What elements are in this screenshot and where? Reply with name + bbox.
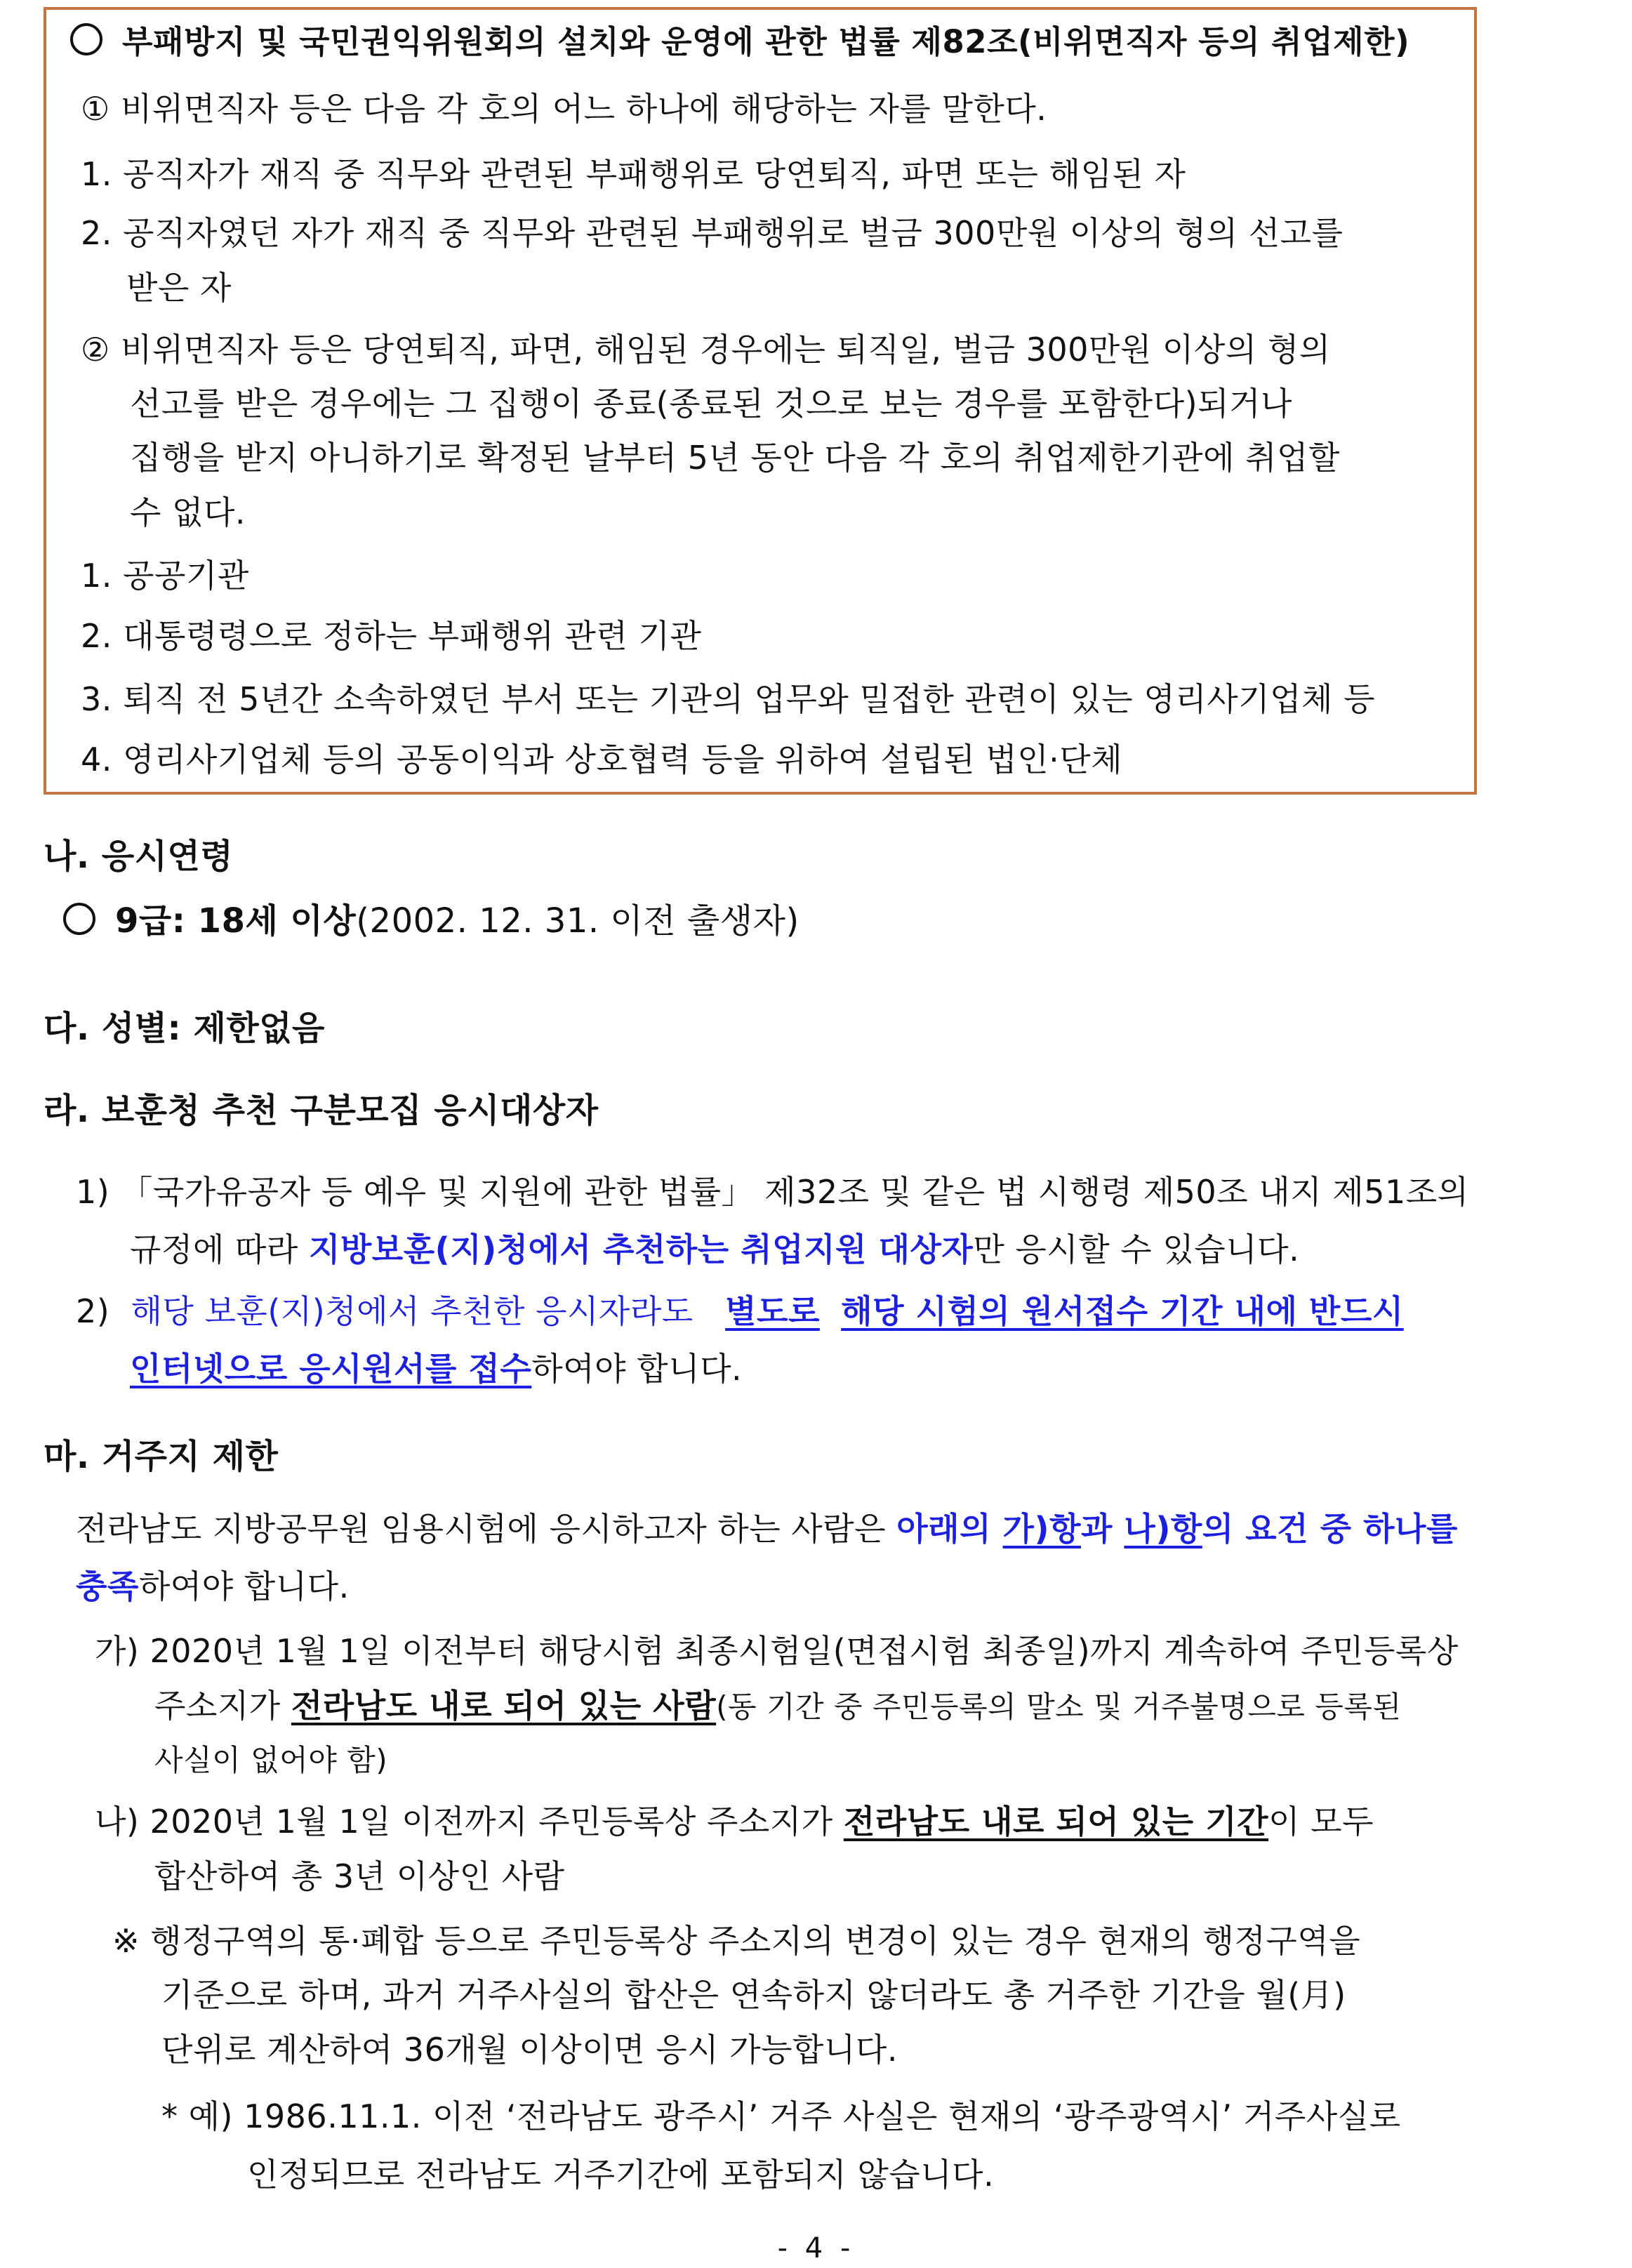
residence-na-line-2: 합산하여 총 3년 이상인 사람 [154,1857,565,1895]
application-period-emphasis: 해당 시험의 원서접수 기간 내에 반드시 [841,1292,1404,1330]
veterans-item-1-line-2: 규정에 따라 지방보훈(지)청에서 추천하는 취업지원 대상자만 응시할 수 있습니다. [130,1231,1300,1268]
law-para-1: ① 비위면직자 등은 다음 각 호의 어느 하나에 해당하는 자를 말한다. [81,90,1047,128]
residence-ga-line-2: 주소지가 전라남도 내로 되어 있는 사람(동 기간 중 주민등록의 말소 및 거주불명으로 등록된 [154,1687,1402,1725]
law-box-title [70,21,1409,63]
law-box-title-text: 부패방지 및 국민권익위원회의 설치와 운영에 관한 법률 제82조(비위면직자 등의 취업제한) [122,23,1410,60]
hollow-circle-bullet-icon [70,23,102,55]
residence-ga-emphasis: 전라남도 내로 되어 있는 사람 [291,1687,717,1725]
residence-na-line-1: 나) 2020년 1월 1일 이전까지 주민등록상 주소지가 전라남도 내로 되어 있는 기간이 모두 [95,1803,1374,1841]
residence-ga-line-1: 가) 2020년 1월 1일 이전부터 해당시험 최종시험일(면접시험 최종일)까지 계속하여 주민등록상 [95,1632,1459,1670]
residence-ga-line-3: 사실이 없어야 함) [154,1743,388,1777]
veterans-item-2-line-2: 인터넷으로 응시원서를 접수하여야 합니다. [130,1350,743,1388]
veterans-eligible-target: 지방보훈(지)청에서 추천하는 취업지원 대상자 [308,1231,974,1268]
online-application-emphasis: 인터넷으로 응시원서를 접수 [130,1350,532,1388]
hollow-circle-bullet-icon [63,903,95,935]
age-birth-date-note: (2002. 12. 31. 이전 출생자) [356,901,800,941]
age-requirement: 9급: 18세 이상 [115,901,357,941]
residence-note-line-1: ※ 행정구역의 통·폐합 등으로 주민등록상 주소지의 변경이 있는 경우 현재의 행정구역을 [112,1922,1361,1960]
law-para-2-item-3: 3. 퇴직 전 5년간 소속하였던 부서 또는 기관의 업무와 밀접한 관련이 있는 영리사기업체 등 [81,680,1376,718]
law-para-1-item-1: 1. 공직자가 재직 중 직무와 관련된 부패행위로 당연퇴직, 파면 또는 해임된 자 [81,155,1186,193]
veterans-item-2-line-1: 2) 해당 보훈(지)청에서 추천한 응시자라도 별도로 해당 시험의 원서접수 기간 내에 반드시 [76,1292,1404,1330]
residence-na-emphasis: 전라남도 내로 되어 있는 기간 [843,1803,1269,1841]
residence-note-line-2: 기준으로 하며, 과거 거주사실의 합산은 연속하지 않더라도 총 거주한 기간을 월(月) [161,1976,1346,2014]
residence-note-line-3: 단위로 계산하여 36개월 이상이면 응시 가능합니다. [161,2031,898,2069]
law-para-2-item-1: 1. 공공기관 [81,557,249,595]
section-veterans-heading: 라. 보훈청 추천 구분모집 응시대상자 [44,1091,599,1130]
section-residence-heading: 마. 거주지 제한 [44,1437,279,1476]
law-para-2-line-4: 수 없다. [130,493,246,531]
section-age-heading: 나. 응시연령 [44,837,234,876]
veterans-item-1-line-1: 1) 「국가유공자 등 예우 및 지원에 관한 법률」 제32조 및 같은 법 시행령 제50조 내지 제51조의 [76,1173,1469,1211]
residence-example-line-2: 인정되므로 전라남도 거주기간에 포함되지 않습니다. [247,2156,995,2194]
law-para-1-item-2-cont: 받은 자 [126,269,232,307]
section-age-bullet [63,900,800,942]
law-para-1-item-2: 2. 공직자였던 자가 재직 중 직무와 관련된 부패행위로 벌금 300만원 이상의 형의 선고를 [81,214,1344,252]
law-para-2-line-1: ② 비위면직자 등은 당연퇴직, 파면, 해임된 경우에는 퇴직일, 벌금 300만원 이상의 형의 [81,331,1331,369]
residence-intro-line-2: 충족하여야 합니다. [76,1567,350,1605]
separately-emphasis: 별도로 [725,1292,820,1330]
section-gender-heading: 다. 성별: 제한없음 [44,1009,325,1048]
law-para-2-line-2: 선고를 받은 경우에는 그 집행이 종료(종료된 것으로 보는 경우를 포함한다)되거나 [130,385,1292,423]
residence-example-line-1: * 예) 1986.11.1. 이전 ‘전라남도 광주시’ 거주 사실은 현재의 ‘광주광역시’ 거주사실로 [161,2097,1401,2135]
law-para-2-item-2: 2. 대통령령으로 정하는 부패행위 관련 기관 [81,617,702,655]
law-para-2-line-3: 집행을 받지 아니하기로 확정된 날부터 5년 동안 다음 각 호의 취업제한기관에 취업할 [130,439,1340,477]
law-para-2-item-4: 4. 영리사기업체 등의 공동이익과 상호협력 등을 위하여 설립된 법인·단체 [81,741,1123,778]
page-number: - 4 - [777,2232,855,2264]
residence-intro-line-1: 전라남도 지방공무원 임용시험에 응시하고자 하는 사람은 아래의 가)항과 나)항의 요건 중 하나를 [76,1510,1458,1548]
